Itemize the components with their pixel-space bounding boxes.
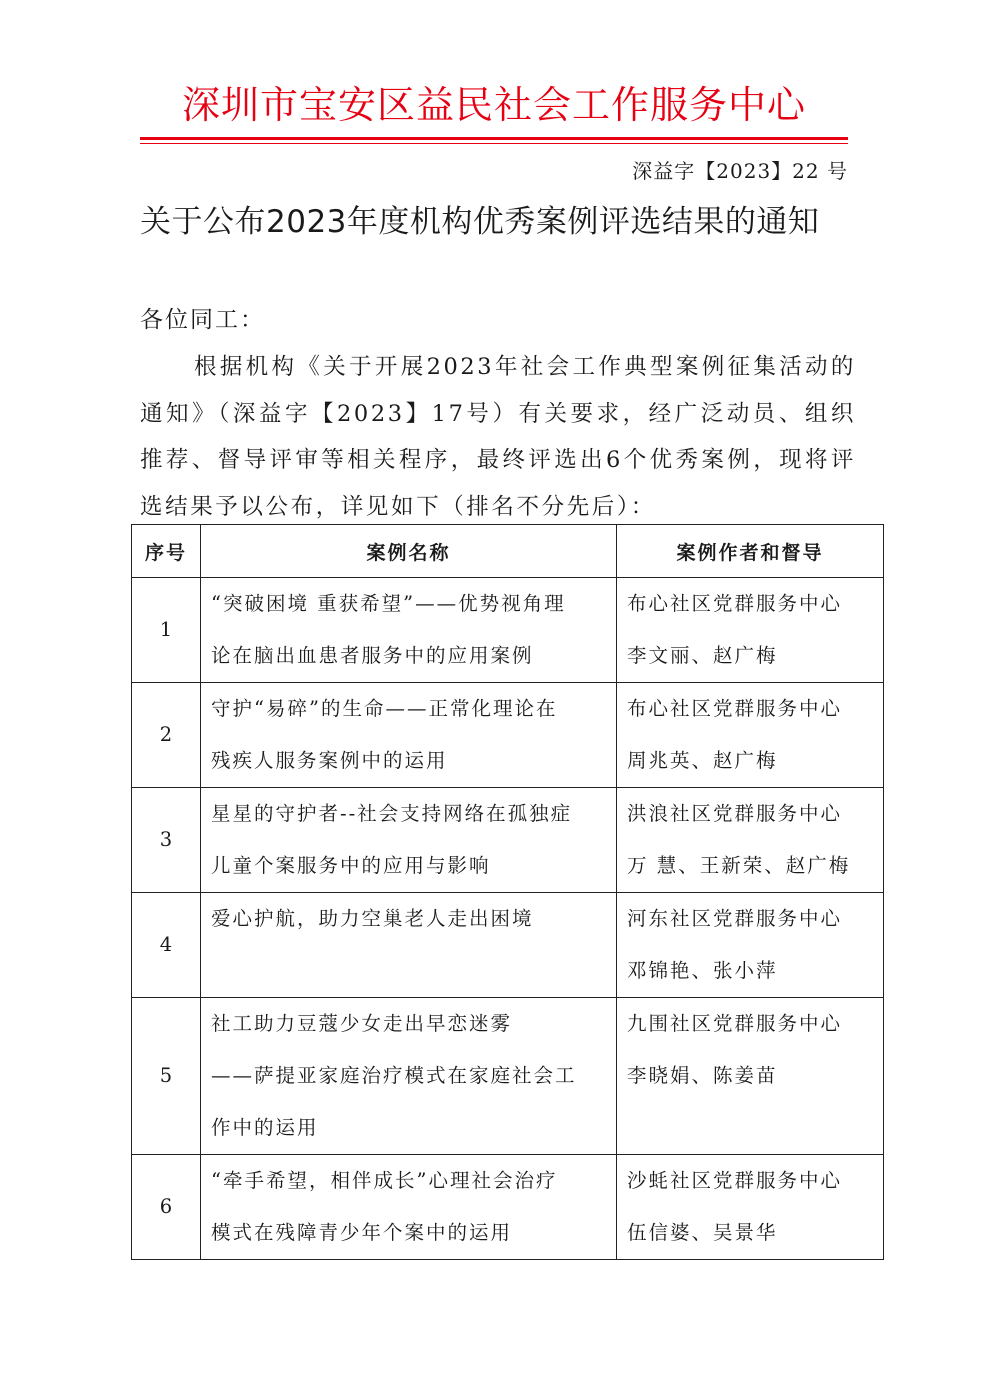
case-name-line: ——萨提亚家庭治疗模式在家庭社会工 [211,1064,577,1087]
author-cell [617,788,884,893]
organization-header: 深圳市宝安区益民社会工作服务中心 [181,83,806,127]
body-paragraph: 根据机构《关于开展2023年社会工作典型案例征集活动的通知》（深益字【2023】17号）有关要求，经广泛动员、组织推荐、督导评审等相关程序，最终评选出6个优秀案例，现将评选结果予以公布，详见如下（排名不分先后）： [140,354,856,520]
header-case-name: 案例名称 [201,525,617,578]
case-name-cell [201,1155,617,1260]
case-name-line [211,945,608,997]
case-name-line: 儿童个案服务中的应用与影响 [211,854,491,877]
case-name-cell [201,998,617,1155]
case-name-line: 社工助力豆蔻少女走出早恋迷雾 [211,1012,513,1035]
author-organization: 布心社区党群服务中心 [627,697,843,720]
case-name-line: 模式在残障青少年个案中的运用 [211,1221,513,1244]
author-names: 伍信婆、吴景华 [627,1221,778,1244]
case-name-line: 星星的守护者--社会支持网络在孤独症 [211,802,573,825]
case-name-line: 爱心护航，助力空巢老人走出困境 [211,907,534,930]
row-index: 3 [132,788,201,893]
header-rule-thick [140,137,848,140]
case-name-cell [201,683,617,788]
case-name-line: 论在脑出血患者服务中的应用案例 [211,644,534,667]
row-index: 2 [132,683,201,788]
author-organization: 沙蚝社区党群服务中心 [627,1169,843,1192]
author-names: 邓锦艳、张小萍 [627,959,778,982]
results-table [131,524,884,1260]
document-number: 深益字【2023】22 号 [632,159,848,183]
author-organization: 河东社区党群服务中心 [627,907,843,930]
case-name-cell [201,788,617,893]
author-cell [617,998,884,1155]
author-cell [617,683,884,788]
table-row [132,683,884,788]
table-row [132,998,884,1155]
header-author: 案例作者和督导 [617,525,884,578]
author-names: 周兆英、赵广梅 [627,749,778,772]
case-name-line: 残疾人服务案例中的运用 [211,749,448,772]
table-row [132,578,884,683]
author-cell [617,1155,884,1260]
salutation: 各位同工： [140,307,265,333]
row-index: 6 [132,1155,201,1260]
header-rule-thin [140,143,848,144]
case-name-line: 守护“易碎”的生命——正常化理论在 [211,697,558,720]
author-names: 万 慧、王新荣、赵广梅 [627,854,851,877]
author-organization: 布心社区党群服务中心 [627,592,843,615]
author-cell [617,578,884,683]
row-index: 1 [132,578,201,683]
table-header-row [132,525,884,578]
author-cell [617,893,884,998]
author-organization: 九围社区党群服务中心 [627,1012,843,1035]
row-index: 5 [132,998,201,1155]
case-name-line: 作中的运用 [211,1116,319,1139]
author-names: 李晓娟、陈姜苗 [627,1064,778,1087]
notice-title: 关于公布2023年度机构优秀案例评选结果的通知 [140,204,820,240]
case-name-line: “突破困境 重获希望”——优势视角理 [211,592,566,615]
case-name-line: “牵手希望，相伴成长”心理社会治疗 [211,1169,558,1192]
table-row [132,788,884,893]
table-row [132,1155,884,1260]
case-name-cell [201,893,617,998]
row-index: 4 [132,893,201,998]
header-index: 序号 [132,525,201,578]
table-row [132,893,884,998]
author-organization: 洪浪社区党群服务中心 [627,802,843,825]
author-names: 李文丽、赵广梅 [627,644,778,667]
case-name-cell [201,578,617,683]
